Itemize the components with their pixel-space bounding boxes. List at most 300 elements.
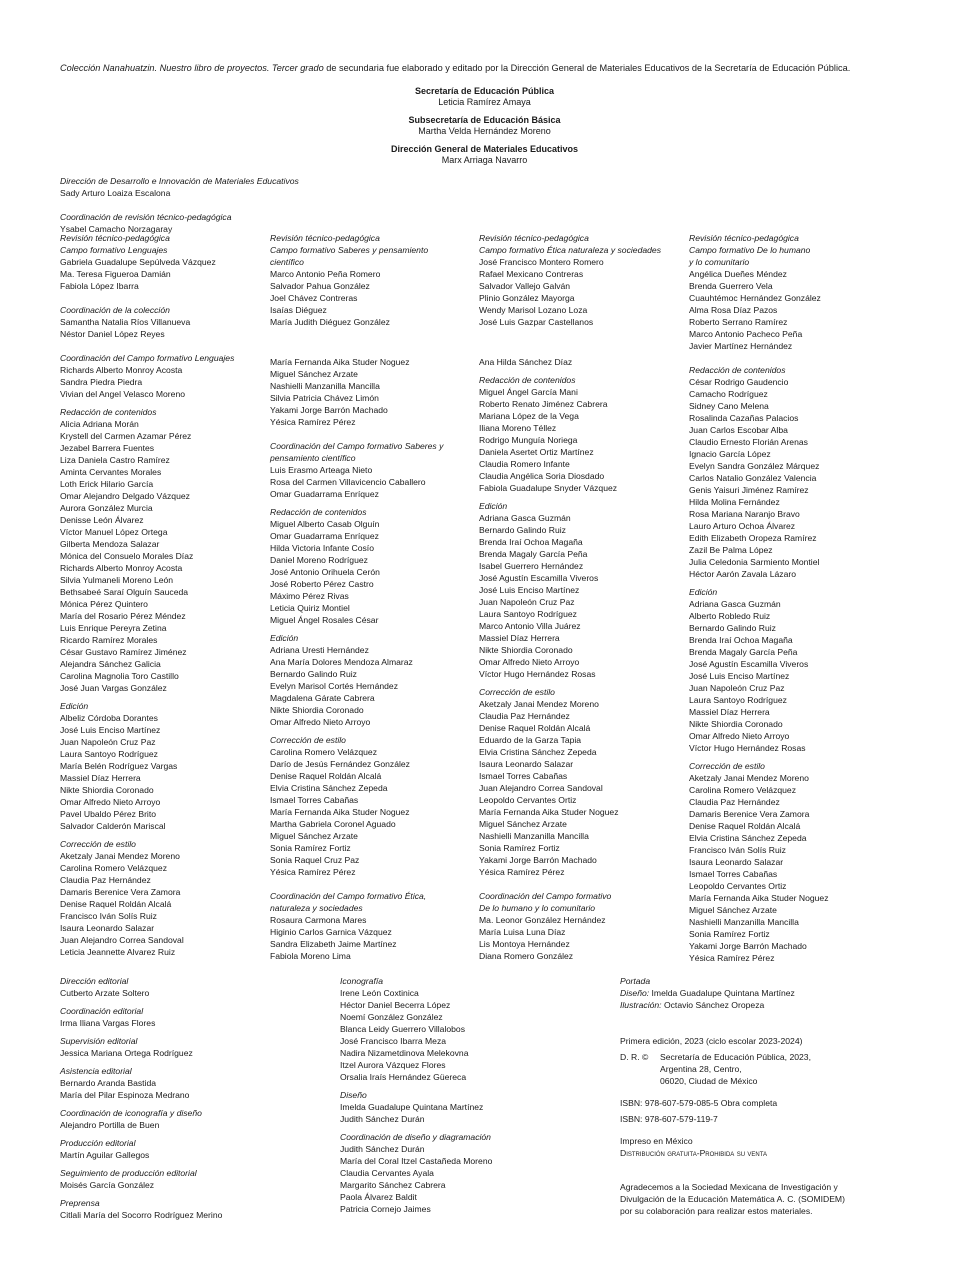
credit-name: Juan Alejandro Correa Sandoval — [479, 783, 603, 793]
credit-name: Nashielli Manzanilla Mancilla — [689, 917, 799, 927]
credit-name: Lauro Arturo Ochoa Álvarez — [689, 521, 796, 531]
credit-name: Nashielli Manzanilla Mancilla — [479, 831, 589, 841]
credit-name: Bernardo Galindo Ruiz — [270, 669, 357, 679]
bottom-mid-credits — [340, 975, 610, 1215]
section-title: Corrección de estilo — [689, 761, 765, 771]
copyright-line: Argentina 28, Centro, — [660, 1064, 742, 1074]
credit-name: Liza Daniela Castro Ramírez — [60, 455, 170, 465]
credit-name: José Luis Enciso Martínez — [689, 671, 790, 681]
credit-name: Nikte Shiordia Coronado — [270, 705, 364, 715]
copyright-line: 06020, Ciudad de México — [660, 1076, 758, 1086]
credit-name: Leopoldo Cervantes Ortiz — [479, 795, 577, 805]
credit-name: Diana Romero González — [479, 951, 574, 961]
credit-name: Elvia Cristina Sánchez Zepeda — [479, 747, 597, 757]
credit-name: Patricia Cornejo Jaimes — [340, 1204, 431, 1214]
credit-name: Francisco Iván Solís Ruiz — [689, 845, 786, 855]
credit-name: Ismael Torres Cabañas — [479, 771, 568, 781]
credit-name: Yésica Ramírez Pérez — [270, 867, 356, 877]
credit-name: Krystell del Carmen Azamar Pérez — [60, 431, 192, 441]
credit-name: Ma. Teresa Figueroa Damián — [60, 269, 171, 279]
credit-name: María Luisa Luna Díaz — [479, 927, 566, 937]
credit-name: Denise Raquel Roldán Alcalá — [479, 723, 591, 733]
copyright-label: D. R. © — [620, 1052, 649, 1062]
credit-name: Laura Santoyo Rodríguez — [60, 749, 158, 759]
credit-name: Albeliz Córdoba Dorantes — [60, 713, 158, 723]
credit-name: Ana María Dolores Mendoza Almaraz — [270, 657, 413, 667]
credit-name: Itzel Aurora Vázquez Flores — [340, 1060, 446, 1070]
column-etica — [479, 232, 679, 962]
credit-name: Richards Alberto Monroy Acosta — [60, 365, 183, 375]
credit-name: Ana Hilda Sánchez Díaz — [479, 357, 573, 367]
credit-name: Sonia Raquel Cruz Paz — [270, 855, 360, 865]
credit-name: Iliana Moreno Téllez — [479, 423, 557, 433]
credit-name: Omar Guadarrama Enríquez — [270, 531, 379, 541]
credit-name: Marco Antonio Pacheco Peña — [689, 329, 803, 339]
section-title: Campo formativo De lo humano — [689, 245, 811, 255]
distribution-note: Distribución gratuita-Prohibida su venta — [620, 1148, 767, 1158]
credit-name: Bernardo Aranda Bastida — [60, 1078, 157, 1088]
credit-name: Margarito Sánchez Cabrera — [340, 1180, 446, 1190]
credit-name: Massiel Díaz Herrera — [689, 707, 770, 717]
credit-name: Sonia Ramírez Fortiz — [270, 843, 351, 853]
credit-name: Miguel Ángel Rosales César — [270, 615, 379, 625]
section-coord-etica — [270, 890, 470, 962]
credit-name: Sandra Elizabeth Jaime Martínez — [270, 939, 397, 949]
credit-name: Juan Napoleón Cruz Paz — [60, 737, 156, 747]
credit-name: Plinio González Mayorga — [479, 293, 575, 303]
credit-name: Nikte Shiordia Coronado — [689, 719, 783, 729]
credit-name: Rosa Mariana Naranjo Bravo — [689, 509, 800, 519]
section-title: Redacción de contenidos — [60, 407, 157, 417]
section-title: Coordinación de iconografía y diseño — [60, 1108, 202, 1118]
section-title: Diseño — [340, 1090, 367, 1100]
printed-in: Impreso en México — [620, 1136, 693, 1146]
credit-name: María del Rosario Pérez Méndez — [60, 611, 186, 621]
credit-name: Isaura Leonardo Salazar — [479, 759, 574, 769]
credit-name: Omar Alfredo Nieto Arroyo — [689, 731, 790, 741]
credit-name: Evelyn Sandra González Márquez — [689, 461, 820, 471]
credit-name: Omar Alfredo Nieto Arroyo — [60, 797, 161, 807]
section-title: Revisión técnico-pedagógica — [60, 233, 170, 243]
credit-name: Isaura Leonardo Salazar — [60, 923, 155, 933]
credit-name: Lis Montoya Hernández — [479, 939, 570, 949]
credit-name: Rafael Mexicano Contreras — [479, 269, 584, 279]
credit-name: Jezabel Barrera Fuentes — [60, 443, 155, 453]
top-blocks — [60, 175, 299, 235]
credit-name: Leopoldo Cervantes Ortiz — [689, 881, 787, 891]
credit-name: Alejandro Portilla de Buen — [60, 1120, 160, 1130]
section-title: Edición — [60, 701, 89, 711]
credit-name: Paola Álvarez Baldit — [340, 1192, 417, 1202]
credit-name: Nashielli Manzanilla Mancilla — [270, 381, 380, 391]
credit-name: María Fernanda Aika Studer Noguez — [479, 807, 619, 817]
credit-name: Mónica Pérez Quintero — [60, 599, 148, 609]
credit-name: Carolina Romero Velázquez — [60, 863, 168, 873]
section-iconografia — [340, 975, 610, 1083]
isbn-complete: ISBN: 978-607-579-085-5 Obra completa — [620, 1098, 778, 1108]
credit-name: Salvador Vallejo Galván — [479, 281, 571, 291]
section-title: Seguimiento de producción editorial — [60, 1168, 197, 1178]
credit-name: Brenda Iraí Ochoa Magaña — [689, 635, 793, 645]
credit-name: Aketzaly Janai Mendez Moreno — [479, 699, 599, 709]
credit-name: Irene León Coxtinica — [340, 988, 419, 998]
credit-name: Silvia Patricia Chávez Limón — [270, 393, 379, 403]
credit-name: Aketzaly Janai Mendez Moreno — [689, 773, 809, 783]
credit-name: Víctor Manuel López Ortega — [60, 527, 168, 537]
section-title: Asistencia editorial — [60, 1066, 132, 1076]
credit-name: Fabiola Guadalupe Snyder Vázquez — [479, 483, 618, 493]
section-edicion — [479, 500, 679, 680]
section-produccion — [60, 1137, 330, 1161]
header-title: Dirección General de Materiales Educativos — [390, 144, 579, 154]
credit-name: Isaías Diéguez — [270, 305, 327, 315]
credit-name: Leticia Jeannette Alvarez Ruiz — [60, 947, 176, 957]
credit-name: Claudia Angélica Soria Diosdado — [479, 471, 605, 481]
credit-name: Rosalinda Cazañas Palacios — [689, 413, 799, 423]
section-coord-saberes — [270, 440, 470, 500]
section-rev-humano — [689, 232, 909, 352]
section-correccion — [60, 838, 260, 958]
section-title: Edición — [479, 501, 508, 511]
credit-name: Marco Antonio Villa Juárez — [479, 621, 581, 631]
credit-name: Nikte Shiordia Coronado — [60, 785, 154, 795]
credit-name: Aketzaly Janai Mendez Moreno — [60, 851, 180, 861]
credit-name: Denise Raquel Roldán Alcalá — [689, 821, 801, 831]
credit-name: Claudia Paz Hernández — [689, 797, 780, 807]
section-title: Coordinación de revisión técnico-pedagógica — [60, 212, 232, 222]
credit-name: Samantha Natalia Ríos Villanueva — [60, 317, 191, 327]
credit-name: Judith Sánchez Durán — [340, 1144, 425, 1154]
credit-name: Irma Iliana Vargas Flores — [60, 1018, 156, 1028]
section-coord-iconografia — [60, 1107, 330, 1131]
copyright-line: Secretaría de Educación Pública, 2023, — [660, 1052, 811, 1062]
credit-name: Denisse León Álvarez — [60, 515, 144, 525]
credit-name: Carolina Romero Velázquez — [689, 785, 797, 795]
section-cont — [270, 356, 470, 428]
portada-diseno — [620, 987, 920, 999]
credit-name: Mónica del Consuelo Morales Díaz — [60, 551, 194, 561]
credit-name: Joel Chávez Contreras — [270, 293, 358, 303]
credit-name: Bernardo Galindo Ruiz — [689, 623, 776, 633]
credit-name: Víctor Hugo Hernández Rosas — [479, 669, 596, 679]
section-title: Revisión técnico-pedagógica — [270, 233, 380, 243]
credit-name: Miguel Sánchez Arzate — [270, 369, 358, 379]
section-title: Coordinación del Campo formativo Lenguajes — [60, 353, 235, 363]
credit-name: Claudia Romero Infante — [479, 459, 570, 469]
credit-name: Fabiola López Ibarra — [60, 281, 139, 291]
section-title: Redacción de contenidos — [689, 365, 786, 375]
credit-name: Néstor Daniel López Reyes — [60, 329, 165, 339]
credit-name: Ysabel Camacho Norzagaray — [60, 224, 173, 234]
credit-name: Ricardo Ramírez Morales — [60, 635, 158, 645]
section-title: Campo formativo Ética naturaleza y sociedades — [479, 245, 661, 255]
credit-name: Víctor Hugo Hernández Rosas — [689, 743, 806, 753]
credit-name: José Antonio Orihuela Cerón — [270, 567, 380, 577]
credit-name: Nadira Nizametdinova Melekovna — [340, 1048, 469, 1058]
credit-name: Omar Guadarrama Enríquez — [270, 489, 379, 499]
credit-name: Angélica Dueñes Méndez — [689, 269, 787, 279]
column-saberes — [270, 232, 470, 962]
bottom-left-credits — [60, 975, 330, 1221]
credit-name: César Gustavo Ramírez Jiménez — [60, 647, 187, 657]
credit-name: José Luis Enciso Martínez — [60, 725, 161, 735]
section-title: Dirección de Desarrollo e Innovación de Materiales Educativos — [60, 176, 299, 186]
credit-name: Cutberto Arzate Soltero — [60, 988, 150, 998]
section-cont — [479, 356, 679, 368]
credit-name: Rosa del Carmen Villavicencio Caballero — [270, 477, 426, 487]
credit-name: Damaris Berenice Vera Zamora — [60, 887, 181, 897]
credit-name: Julia Celedonia Sarmiento Montiel — [689, 557, 820, 567]
credit-name: Denise Raquel Roldán Alcalá — [60, 899, 172, 909]
header-name: Marx Arriaga Navarro — [441, 155, 528, 165]
credit-name: Claudia Cervantes Ayala — [340, 1168, 434, 1178]
column-humano — [689, 232, 909, 964]
credit-name: Rodrigo Munguía Noriega — [479, 435, 578, 445]
credit-name: Ismael Torres Cabañas — [689, 869, 778, 879]
credit-name: Genis Yaisuri Jiménez Ramírez — [689, 485, 809, 495]
ilustracion-name: Octavio Sánchez Oropeza — [663, 1000, 765, 1010]
credit-name: Fabiola Moreno Lima — [270, 951, 351, 961]
section-title: Iconografía — [340, 976, 383, 986]
credit-name: Massiel Díaz Herrera — [60, 773, 141, 783]
credit-name: Juan Alejandro Correa Sandoval — [60, 935, 184, 945]
credit-name: Miguel Sánchez Arzate — [270, 831, 358, 841]
section-title: Edición — [270, 633, 299, 643]
section-title: Revisión técnico-pedagógica — [689, 233, 799, 243]
credit-name: Noemí González González — [340, 1012, 443, 1022]
credit-name: Miguel Alberto Casab Olguín — [270, 519, 380, 529]
section-redaccion — [60, 406, 260, 694]
credit-name: Brenda Iraí Ochoa Magaña — [479, 537, 583, 547]
credit-name: Aurora González Murcia — [60, 503, 153, 513]
credit-name: Gabriela Guadalupe Sepúlveda Vázquez — [60, 257, 216, 267]
credit-name: Juan Napoleón Cruz Paz — [689, 683, 785, 693]
credit-name: Alma Rosa Díaz Pazos — [689, 305, 778, 315]
credit-name: Marco Antonio Peña Romero — [270, 269, 381, 279]
header-name: Martha Velda Hernández Moreno — [418, 126, 551, 136]
credit-name: Nikte Shiordia Coronado — [479, 645, 573, 655]
edition-line: Primera edición, 2023 (ciclo escolar 2023-2024) — [620, 1036, 803, 1046]
credit-name: Brenda Guerrero Vela — [689, 281, 773, 291]
credit-name: Wendy Marisol Lozano Loza — [479, 305, 588, 315]
section-title: Redacción de contenidos — [479, 375, 576, 385]
credit-name: Isaura Leonardo Salazar — [689, 857, 784, 867]
credit-name: Darío de Jesús Fernández González — [270, 759, 410, 769]
section-title: Campo formativo Lenguajes — [60, 245, 168, 255]
credit-name: Luis Erasmo Arteaga Nieto — [270, 465, 373, 475]
section-seguimiento — [60, 1167, 330, 1191]
credit-name: Adriana Uresti Hernández — [270, 645, 369, 655]
credit-name: Mariana López de la Vega — [479, 411, 579, 421]
section-title: De lo humano y lo comunitario — [479, 903, 596, 913]
credit-name: Roberto Renato Jiménez Cabrera — [479, 399, 608, 409]
section-title: Coordinación editorial — [60, 1006, 144, 1016]
credit-name: Ismael Torres Cabañas — [270, 795, 359, 805]
credit-name: Moisés García González — [60, 1180, 155, 1190]
section-title: Supervisión editorial — [60, 1036, 138, 1046]
section-title: Corrección de estilo — [270, 735, 346, 745]
credit-name: Denise Raquel Roldán Alcalá — [270, 771, 382, 781]
credit-name: Aminta Cervantes Morales — [60, 467, 162, 477]
credit-name: Sandra Piedra Piedra — [60, 377, 143, 387]
credit-name: María del Pilar Espinoza Medrano — [60, 1090, 190, 1100]
portada-ilustracion — [620, 999, 920, 1011]
acknowledgement-line: por su colaboración para realizar estos materiales. — [620, 1206, 813, 1216]
credit-name: Yakami Jorge Barrón Machado — [479, 855, 597, 865]
section-edicion — [689, 586, 909, 754]
credit-name: Salvador Calderón Mariscal — [60, 821, 166, 831]
credit-name: Omar Alfredo Nieto Arroyo — [479, 657, 580, 667]
header-block-dgme — [0, 144, 969, 166]
credit-name: Juan Carlos Escobar Alba — [689, 425, 788, 435]
credit-name: Yakami Jorge Barrón Machado — [270, 405, 388, 415]
header-name: Leticia Ramírez Amaya — [438, 97, 531, 107]
section-preprensa — [60, 1197, 330, 1221]
credit-name: Camacho Rodríguez — [689, 389, 768, 399]
section-edicion — [270, 632, 470, 728]
credit-name: Alejandra Sánchez Galicia — [60, 659, 161, 669]
section-coord-lenguajes — [60, 352, 260, 400]
credit-name: Vivian del Angel Velasco Moreno — [60, 389, 186, 399]
header-block-seb — [0, 115, 969, 137]
section-coleccion — [60, 304, 260, 340]
credit-name: Cuauhtémoc Hernández González — [689, 293, 821, 303]
credit-name: Sady Arturo Loaiza Escalona — [60, 188, 171, 198]
credit-name: Damaris Berenice Vera Zamora — [689, 809, 810, 819]
section-redaccion — [689, 364, 909, 580]
credit-name: Claudia Paz Hernández — [60, 875, 151, 885]
credit-name: José Luis Enciso Martínez — [479, 585, 580, 595]
credit-name: Carolina Romero Velázquez — [270, 747, 378, 757]
credit-name: Miguel Sánchez Arzate — [479, 819, 567, 829]
credit-name: María del Coral Itzel Castañeda Moreno — [340, 1156, 493, 1166]
credit-name: María Judith Diéguez González — [270, 317, 390, 327]
credit-name: Leticia Quiriz Montiel — [270, 603, 350, 613]
section-correccion — [479, 686, 679, 878]
portada-title: Portada — [620, 976, 651, 986]
credit-name: Miguel Ángel García Mani — [479, 387, 578, 397]
credit-name: Yésica Ramírez Pérez — [479, 867, 565, 877]
credit-name: Bethsabeé Saraí Olguín Sauceda — [60, 587, 189, 597]
credit-name: Francisco Iván Solís Ruiz — [60, 911, 157, 921]
credit-name: Omar Alejandro Delgado Vázquez — [60, 491, 190, 501]
credit-name: Omar Alfredo Nieto Arroyo — [270, 717, 371, 727]
section-title: Redacción de contenidos — [270, 507, 367, 517]
section-title: Coordinación del Campo formativo — [479, 891, 612, 901]
credit-name: Claudio Ernesto Florián Arenas — [689, 437, 808, 447]
credit-name: Brenda Magaly García Peña — [689, 647, 798, 657]
section-rev-saberes — [270, 232, 470, 328]
credit-name: Massiel Díaz Herrera — [479, 633, 560, 643]
intro-rest: de secundaria fue elaborado y editado por la Dirección General de Materiales Educativos de la Secretaría de Educación Pública. — [323, 63, 851, 73]
section-title: Coordinación del Campo formativo Saberes y — [270, 441, 444, 451]
header-block-sep — [0, 86, 969, 108]
credit-name: Citlali María del Socorro Rodríguez Merino — [60, 1210, 223, 1220]
section-supervision — [60, 1035, 330, 1059]
credit-name: Sonia Ramírez Fortiz — [689, 929, 770, 939]
credit-name: Yésica Ramírez Pérez — [689, 953, 775, 963]
acknowledgement-line: Divulgación de la Educación Matemática A. C. (SOMIDEM) — [620, 1194, 845, 1204]
credit-name: Richards Alberto Monroy Acosta — [60, 563, 183, 573]
section-title: Corrección de estilo — [60, 839, 136, 849]
section-title: Coordinación del Campo formativo Ética, — [270, 891, 427, 901]
credit-name: Bernardo Galindo Ruiz — [479, 525, 566, 535]
section-redaccion — [479, 374, 679, 494]
credit-name: Yésica Ramírez Pérez — [270, 417, 356, 427]
credit-name: Pavel Ubaldo Pérez Brito — [60, 809, 157, 819]
credit-name: Ignacio García López — [689, 449, 771, 459]
section-correccion — [270, 734, 470, 878]
header-title: Secretaría de Educación Pública — [414, 86, 555, 96]
credit-name: Eduardo de la Garza Tapia — [479, 735, 582, 745]
credit-name: Sidney Cano Melena — [689, 401, 769, 411]
section-title: Coordinación de diseño y diagramación — [340, 1132, 491, 1142]
credit-name: Héctor Aarón Zavala Lázaro — [689, 569, 797, 579]
column-lenguajes — [60, 232, 260, 958]
credit-name: Alicia Adriana Morán — [60, 419, 139, 429]
section-title: Producción editorial — [60, 1138, 136, 1148]
credit-name: Ma. Leonor González Hernández — [479, 915, 606, 925]
credit-name: Juan Napoleón Cruz Paz — [479, 597, 575, 607]
credit-name: María Fernanda Aika Studer Noguez — [689, 893, 829, 903]
section-title: y lo comunitario — [689, 257, 750, 267]
credit-name: Judith Sánchez Durán — [340, 1114, 425, 1124]
credit-name: José Francisco Montero Romero — [479, 257, 604, 267]
section-rev-etica — [479, 232, 679, 328]
section-title: Edición — [689, 587, 718, 597]
ilustracion-label: Ilustración: — [620, 1000, 662, 1010]
credit-name: Roberto Serrano Ramírez — [689, 317, 788, 327]
credit-name: Jessica Mariana Ortega Rodríguez — [60, 1048, 193, 1058]
section-title: naturaleza y sociedades — [270, 903, 363, 913]
credit-name: Hilda Molina Fernández — [689, 497, 780, 507]
credit-name: Yakami Jorge Barrón Machado — [689, 941, 807, 951]
section-coord-diseno — [340, 1131, 610, 1215]
credit-name: Héctor Daniel Becerra López — [340, 1000, 451, 1010]
acknowledgement-line: Agradecemos a la Sociedad Mexicana de Investigación y — [620, 1182, 838, 1192]
section-asistencia — [60, 1065, 330, 1101]
section-title: Coordinación de la colección — [60, 305, 170, 315]
section-title: Revisión técnico-pedagógica — [479, 233, 589, 243]
credit-name: Loth Erick Hilario García — [60, 479, 154, 489]
section-title: Campo formativo Saberes y pensamiento — [270, 245, 429, 255]
credit-name: Gilberta Mendoza Salazar — [60, 539, 160, 549]
isbn-volume: ISBN: 978-607-579-119-7 — [620, 1114, 718, 1124]
credit-name: José Luis Gazpar Castellanos — [479, 317, 594, 327]
credit-name: José Agustín Escamilla Viveros — [479, 573, 599, 583]
credit-name: Edith Elizabeth Oropeza Ramírez — [689, 533, 817, 543]
credit-name: Brenda Magaly García Peña — [479, 549, 588, 559]
credit-name: Adriana Gasca Guzmán — [479, 513, 571, 523]
credit-name: María Fernanda Aika Studer Noguez — [270, 807, 410, 817]
credit-name: Blanca Leidy Guerrero Villalobos — [340, 1024, 465, 1034]
section-edicion — [60, 700, 260, 832]
credit-name: Javier Martínez Hernández — [689, 341, 793, 351]
credit-name: Máximo Pérez Rivas — [270, 591, 349, 601]
section-title: Preprensa — [60, 1198, 100, 1208]
credit-name: Orsalia Iraís Hernández Güereca — [340, 1072, 467, 1082]
section-title: científico — [270, 257, 304, 267]
section-rev-lenguajes — [60, 232, 260, 292]
credit-name: Evelyn Marisol Cortés Hernández — [270, 681, 399, 691]
credit-name: Salvador Pahua González — [270, 281, 370, 291]
credit-name: Miguel Sánchez Arzate — [689, 905, 777, 915]
section-redaccion — [270, 506, 470, 626]
credit-name: Laura Santoyo Rodríguez — [479, 609, 577, 619]
credit-name: José Agustín Escamilla Viveros — [689, 659, 809, 669]
credit-name: Martín Aguilar Gallegos — [60, 1150, 150, 1160]
intro-statement — [60, 62, 920, 74]
